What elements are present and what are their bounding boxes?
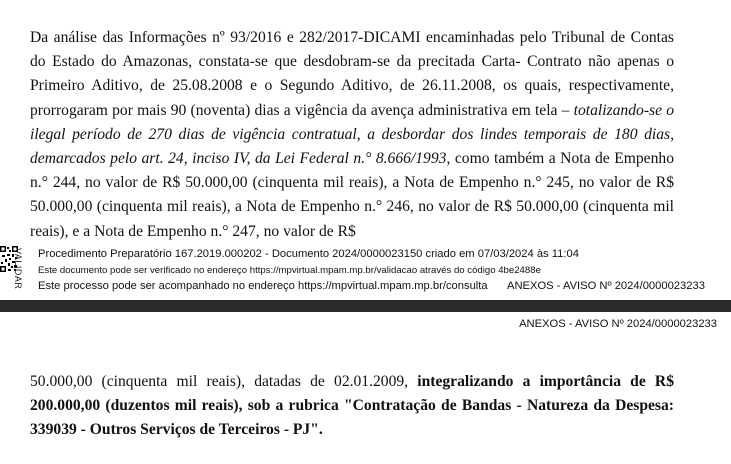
document-page-bottom — [0, 312, 731, 464]
paragraph-text: 50.000,00 (cinquenta mil reais), datadas de 02.01.2009, — [30, 373, 418, 390]
stamp-validation-line: Este documento pode ser verificado no endereço https://mpvirtual.mpam.mp.br/validacao através do código 4be2488e — [38, 265, 541, 276]
body-paragraph-continued — [30, 370, 674, 443]
validar-label: VALIDAR — [13, 248, 23, 290]
validation-stamp — [0, 242, 731, 298]
paragraph-bold-text: integralizando a importância de R$ 200.000,00 (duzentos mil reais), sob a rubrica "Contratação de Bandas - Natureza da Despesa: 339039 - Outros Serviços de Terceiros - PJ". — [30, 373, 674, 439]
page-separator — [0, 300, 731, 312]
stamp-procedure-line: Procedimento Preparatório 167.2019.000202 - Documento 2024/0000023150 criado em 07/03/2024 às 11:04 — [38, 248, 579, 260]
paragraph-text-end: , como também a Nota de Empenho n.° 244, no valor de R$ 50.000,00 (cinquenta mil reais), a Nota de Empenho n.° 245, no valor de R$ 50.000,00 (cinquenta mil reais), a Nota de Empenho n.° 246, no valor de R$ 50.000,00 (cinquenta mil reais), e a Nota de Empenho n.° 247, no valor de R$ — [30, 150, 674, 240]
annex-header-label: ANEXOS - AVISO Nº 2024/0000023233 — [519, 318, 717, 330]
annex-notice-label: ANEXOS - AVISO Nº 2024/0000023233 — [507, 280, 705, 292]
body-paragraph — [30, 26, 674, 244]
stamp-tracking-line: Este processo pode ser acompanhado no endereço https://mpvirtual.mpam.mp.br/consulta — [38, 280, 488, 292]
paragraph-italic-text: totalizando-se o ilegal período de 270 dias de vigência contratual, a desbordar dos lindes temporais de 180 dias, demarcados pelo art. 24, inciso IV, da Lei Federal n.° 8.666/1993 — [30, 101, 674, 168]
paragraph-text: Da análise das Informações nº 93/2016 e 282/2017-DICAMI encaminhadas pelo Tribunal de Contas do Estado do Amazonas, constata-se que desdobram-se da precitada Carta- Contrato não apenas o Primeiro Aditivo, de 25.08.2008 e o Segundo Aditivo, de 26.11.2008, os quais, respectivamente, prorrogaram por mais 90 (noventa) dias a vigência da avença administrativa em tela – — [30, 29, 674, 119]
